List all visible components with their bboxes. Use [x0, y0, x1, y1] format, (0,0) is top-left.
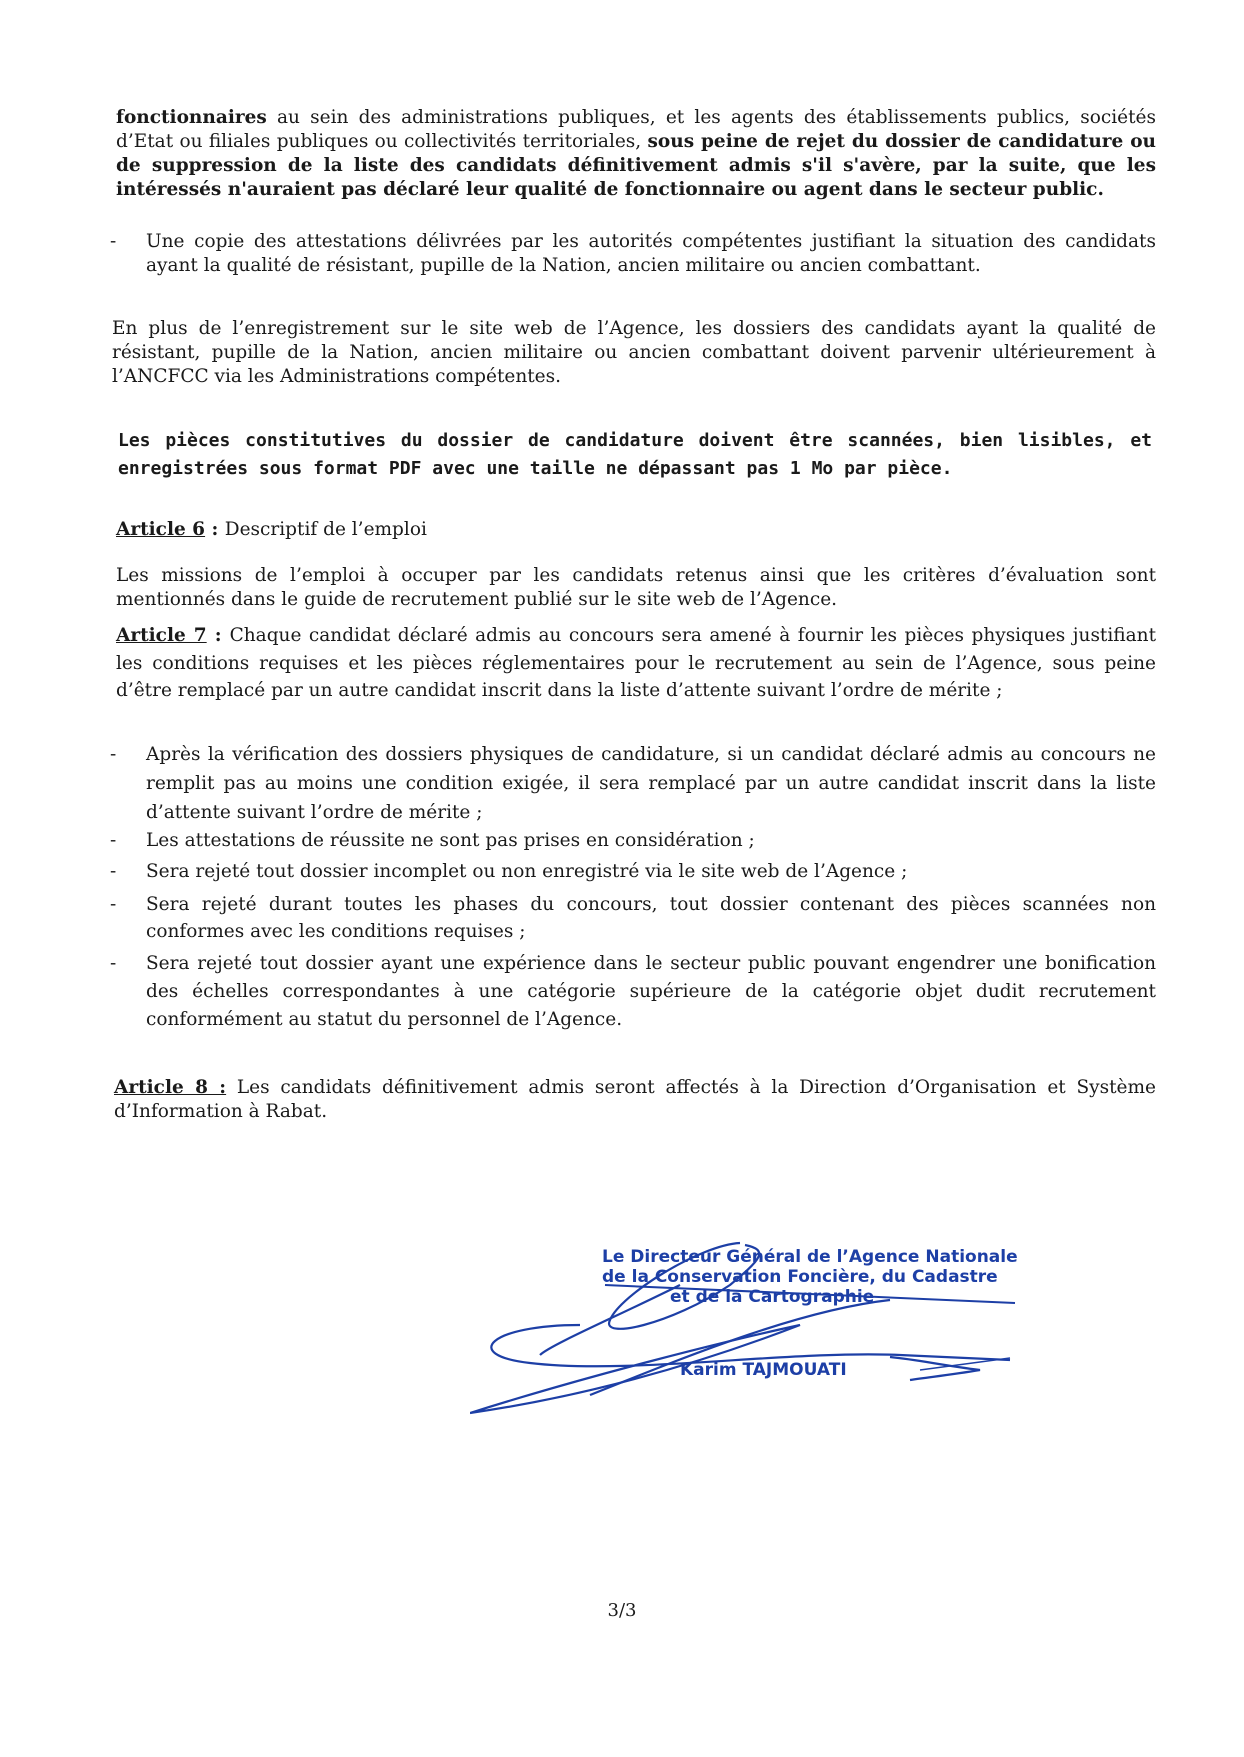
article-6-body: Les missions de l’emploi à occuper par les candidats retenus ainsi que les critères d’évaluation sont mentionnés dans le guide de recrutement publié sur le site web de l’Agence. [116, 565, 1156, 610]
rejection-warning: sous peine de rejet du dossier de candidature ou de suppression de la liste des candidats définitivement admis s'il s'avère, par la suite, que les intéressés n'auraient pas déclaré leur qualité de fonctionnaire ou agent dans le secteur public. [116, 131, 1156, 200]
dash-bullet: - [110, 953, 117, 974]
list-item [110, 860, 1156, 884]
para-text: au sein des administrations publiques, et les agents des établissements publics, sociétés d’Etat ou filiales publiques ou collectivités territoriales, [116, 107, 1156, 152]
article-body: Les candidats définitivement admis seront affectés à la Direction d’Organisation et Système d’Information à Rabat. [114, 1077, 1156, 1122]
list-item-text: Sera rejeté tout dossier incomplet ou non enregistré via le site web de l’Agence ; [146, 861, 908, 882]
article-7-intro: Article 7 : Chaque candidat déclaré admis au concours sera amené à fournir les pièces physiques justifiant les conditions requises et les pièces réglementaires pour le recrutement au sein de l’Agence, sous peine d’être remplacé par un autre candidat inscrit dans la liste d’attente suivant l’ordre de mérite ; [116, 625, 1157, 701]
bold-lead: fonctionnaires [116, 107, 267, 128]
article-body: Chaque candidat déclaré admis au concours sera amené à fournir les pièces physiques justifiant les conditions requises et les pièces réglementaires pour le recrutement au sein de l’Agence, sous peine d’être remplacé par un autre candidat inscrit dans la liste d’attente suivant l’ordre de mérite ; [116, 625, 1157, 701]
list-item [110, 230, 1156, 278]
list-item-text: Une copie des attestations délivrées par les autorités compétentes justifiant la situation des candidats ayant la qualité de résistant, pupille de la Nation, ancien militaire ou ancien combattant. [146, 231, 1156, 276]
article-8 [114, 1076, 1156, 1124]
list-item-text: Sera rejeté durant toutes les phases du concours, tout dossier contenant des pièces scannées non conformes avec les conditions requises ; [146, 894, 1156, 942]
dash-bullet: - [110, 894, 117, 915]
list-item [110, 950, 1156, 1034]
pdf-format-notice: Les pièces constitutives du dossier de candidature doivent être scannées, bien lisibles, et enregistrées sous format PDF avec une taille ne dépassant pas 1 Mo par pièce. [118, 430, 1152, 479]
registration-paragraph: En plus de l’enregistrement sur le site web de l’Agence, les dossiers des candidats ayant la qualité de résistant, pupille de la Nation, ancien militaire ou ancien combattant doivent parvenir ultérieurement à l’ANCFCC via les Administrations compétentes. [112, 318, 1156, 387]
signature-block [470, 1225, 1050, 1415]
article-label: Article 8 : [114, 1077, 227, 1098]
stamp-line-2: de la Conservation Foncière, du Cadastre [602, 1267, 998, 1287]
dash-bullet: - [110, 231, 117, 252]
list-item-text: Sera rejeté tout dossier ayant une expérience dans le secteur public pouvant engendrer une bonification des échelles correspondantes à une catégorie supérieure de la catégorie objet dudit recrutement conformément au statut du personnel de l’Agence. [146, 953, 1156, 1030]
dash-bullet: - [110, 830, 117, 851]
signatory-name: Karim TAJMOUATI [680, 1360, 847, 1380]
fonctionnaires-paragraph [116, 106, 1156, 202]
list-item [110, 891, 1156, 945]
list-item-text: Les attestations de réussite ne sont pas prises en considération ; [146, 830, 755, 851]
article-label: Article 7 [116, 625, 207, 646]
stamp-line-1: Le Directeur Général de l’Agence Nationale [602, 1247, 1018, 1267]
article-label: Article 6 [116, 519, 206, 540]
stamp-line-3: et de la Cartographie [670, 1287, 875, 1307]
article-6-heading: Article 6 : Descriptif de l’emploi [116, 519, 427, 540]
handwritten-signature [470, 1225, 1050, 1415]
list-item [110, 829, 1156, 853]
list-item-text: Après la vérification des dossiers physiques de candidature, si un candidat déclaré admis au concours ne remplit pas au moins une condition exigée, il sera remplacé par un autre candidat inscrit dans la liste d’attente suivant l’ordre de mérite ; [146, 744, 1156, 823]
dash-bullet: - [110, 861, 117, 882]
dash-bullet: - [110, 744, 117, 765]
list-item [110, 740, 1156, 827]
page-number: 3/3 [607, 1600, 637, 1621]
article-title: Descriptif de l’emploi [224, 519, 427, 540]
